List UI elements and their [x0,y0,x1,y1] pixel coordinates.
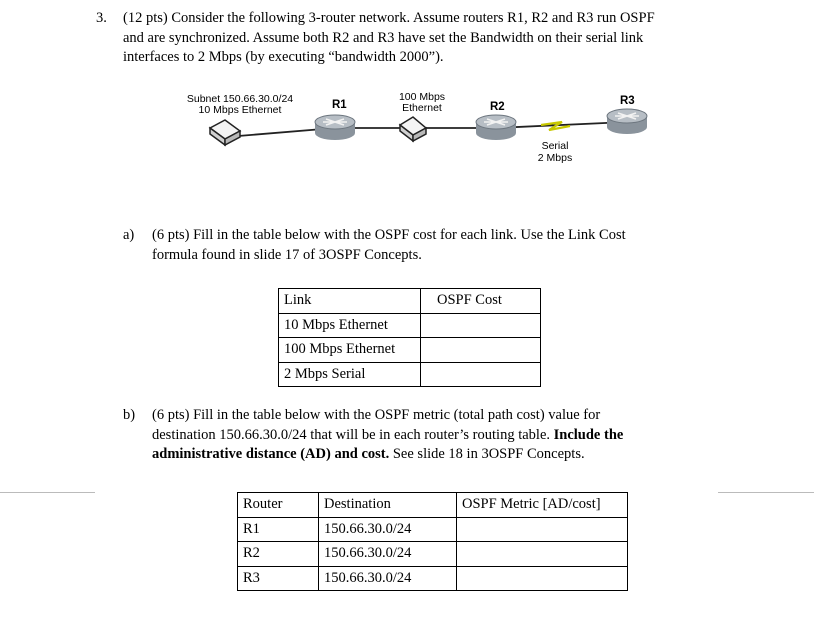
question-line-2: and are synchronized. Assume both R2 and R3 have set the Bandwidth on their serial link [123,29,644,46]
part-b-line-1: (6 pts) Fill in the table below with the OSPF metric (total path cost) value for [152,407,601,423]
part-b-label: b) [123,407,136,423]
table-cell: 2 Mbps Serial [279,362,421,387]
router-icon [315,115,355,140]
table-cell: 100 Mbps Ethernet [279,338,421,363]
cost-input-cell[interactable] [421,362,541,387]
question-number: 3. [96,10,107,26]
part-a-line-1: (6 pts) Fill in the table below with the OSPF cost for each link. Use the Link Cost [152,227,626,243]
r2-label: R2 [490,101,505,113]
cost-input-cell[interactable] [421,338,541,363]
subnet-label: Subnet 150.66.30.0/24 [186,93,294,105]
table-cell: 150.66.30.0/24 [319,566,457,591]
part-a-line-2: formula found in slide 17 of 3OSPF Concepts. [152,246,422,263]
r1-label: R1 [332,99,347,111]
part-b-line-2 [152,426,623,446]
metric-input-cell[interactable] [457,566,628,591]
table-row [238,566,628,591]
metric-input-cell[interactable] [457,517,628,542]
part-b-line-3-text: See slide 18 in 3OSPF Concepts. [389,446,585,462]
part-b-line-3 [152,445,585,465]
metric-input-cell[interactable] [457,542,628,567]
part-b-line-3-bold: administrative distance (AD) and cost. [152,446,390,462]
table-cell: 150.66.30.0/24 [319,542,457,567]
table-header: Router [238,493,319,518]
table-cell: 150.66.30.0/24 [319,517,457,542]
part-a-label: a) [123,227,135,243]
switch-icon [210,120,240,145]
question-line-1: (12 pts) Consider the following 3-router network. Assume routers R1, R2 and R3 run OSPF [123,10,655,26]
table-header: Destination [319,493,457,518]
table-cell: 10 Mbps Ethernet [279,313,421,338]
table-header-row [279,289,541,314]
table-row [238,542,628,567]
cost-input-cell[interactable] [421,313,541,338]
table-row [279,338,541,363]
switch-icon [400,117,426,141]
link-cost-table [278,288,541,387]
table-header: OSPF Cost [421,289,541,314]
table-row [279,362,541,387]
router-icon [476,115,516,140]
r3-label: R3 [620,95,635,107]
serial-label-line1: Serial [541,140,569,152]
subnet-medium-label: 10 Mbps Ethernet [198,104,282,116]
serial-label-line2: 2 Mbps [537,152,573,164]
router-icon [607,109,647,134]
table-row [279,313,541,338]
table-cell: R3 [238,566,319,591]
table-cell: R2 [238,542,319,567]
part-b-line-2-text: destination 150.66.30.0/24 that will be in each router’s routing table. [152,426,554,443]
part-b-line-2-bold: Include the [553,426,624,443]
table-header-row [238,493,628,518]
question-line-3: interfaces to 2 Mbps (by executing “bandwidth 2000”). [123,49,444,65]
table-row [238,517,628,542]
ospf-metric-table [237,492,628,591]
eth100-label-line2: Ethernet [402,102,442,114]
table-header: Link [279,289,421,314]
table-cell: R1 [238,517,319,542]
eth100-label-line1: 100 Mbps [398,91,446,103]
divider-right [718,492,814,493]
table-header: OSPF Metric [AD/cost] [457,493,628,518]
divider-left [0,492,95,493]
